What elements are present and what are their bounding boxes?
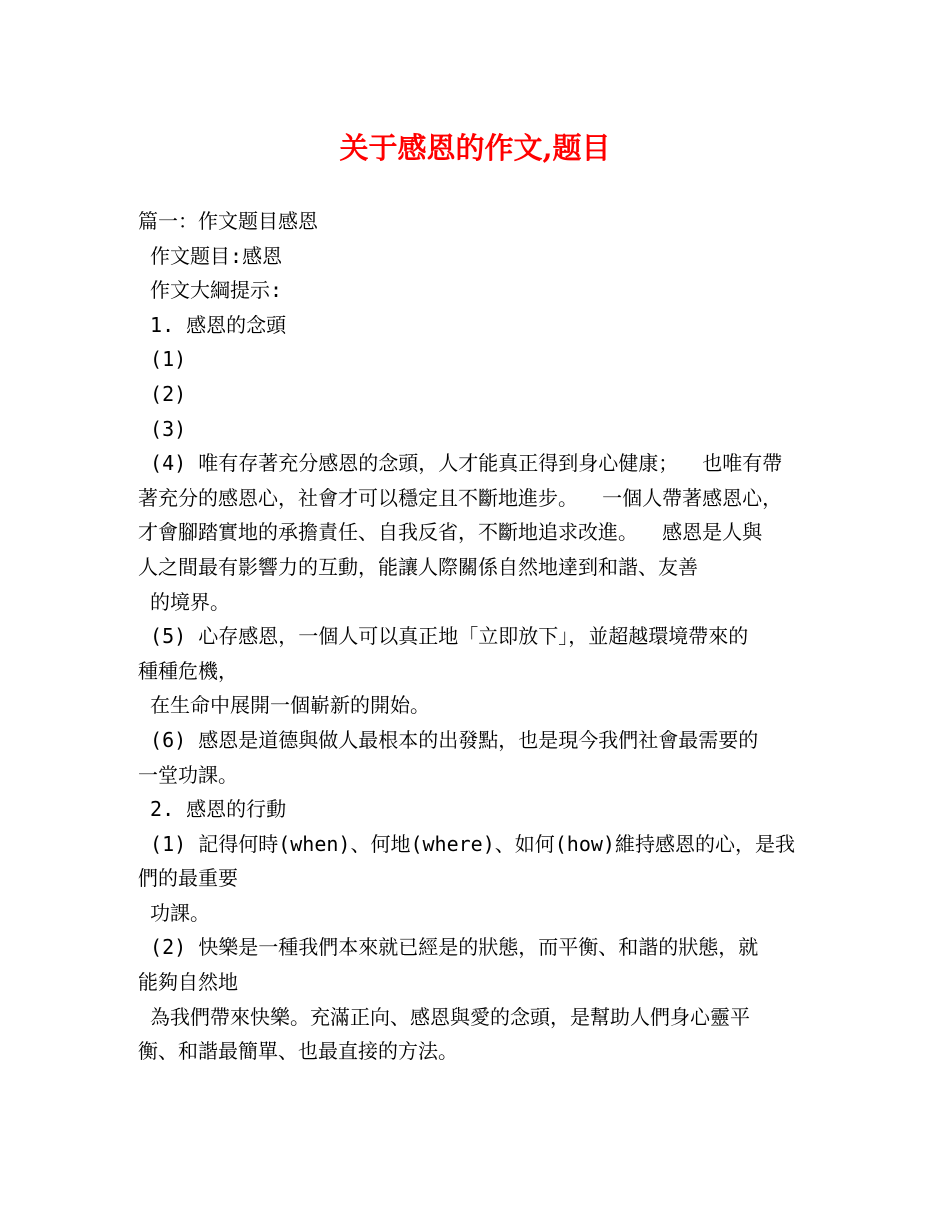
text-line: (1) 記得何時(when)、何地(where)、如何(how)維持感恩的心，是我 xyxy=(138,831,795,856)
text-line: 著充分的感恩心，社會才可以穩定且不斷地進步。 一個人帶著感恩心， xyxy=(138,485,783,510)
text-line: 一堂功課。 xyxy=(138,762,238,787)
text-line: 們的最重要 xyxy=(138,866,238,891)
text-line: (2) 快樂是一種我們本來就已經是的狀態，而平衡、和諧的狀態，就 xyxy=(138,935,759,960)
text-line: (4) 唯有存著充分感恩的念頭，人才能真正得到身心健康； 也唯有帶 xyxy=(138,451,783,476)
text-line: 的境界。 xyxy=(138,589,231,614)
text-line: (1) xyxy=(138,347,187,372)
text-line: 能夠自然地 xyxy=(138,970,238,995)
text-line: 種種危機， xyxy=(138,658,238,683)
document-body xyxy=(138,204,828,1069)
text-line: (6) 感恩是道德與做人最根本的出發點，也是現今我們社會最需要的 xyxy=(138,727,759,752)
text-line: 為我們帶來快樂。充滿正向、感恩與愛的念頭，是幫助人們身心靈平 xyxy=(138,1004,751,1029)
text-line: 2. 感恩的行動 xyxy=(138,797,287,822)
text-line: 才會腳踏實地的承擔責任、自我反省，不斷地追求改進。 感恩是人與 xyxy=(138,520,763,545)
text-line: (3) xyxy=(138,416,187,441)
text-line: 作文题目:感恩 xyxy=(138,243,283,268)
text-line: (5) 心存感恩，一個人可以真正地「立即放下」，並超越環境帶來的 xyxy=(138,624,749,649)
text-line: 1. 感恩的念頭 xyxy=(138,312,287,337)
text-line: 功課。 xyxy=(138,900,211,925)
text-line: (2) xyxy=(138,381,187,406)
text-line: 衡、和諧最簡單、也最直接的方法。 xyxy=(138,1039,458,1064)
document-title: 关于感恩的作文,题目 xyxy=(339,131,611,165)
text-line: 篇一：作文题目感恩 xyxy=(138,209,318,233)
text-line: 人之間最有影響力的互動，能讓人際關係自然地達到和諧、友善 xyxy=(138,554,698,579)
text-line: 作文大綱提示: xyxy=(138,278,283,303)
text-line: 在生命中展開一個嶄新的開始。 xyxy=(138,693,431,718)
